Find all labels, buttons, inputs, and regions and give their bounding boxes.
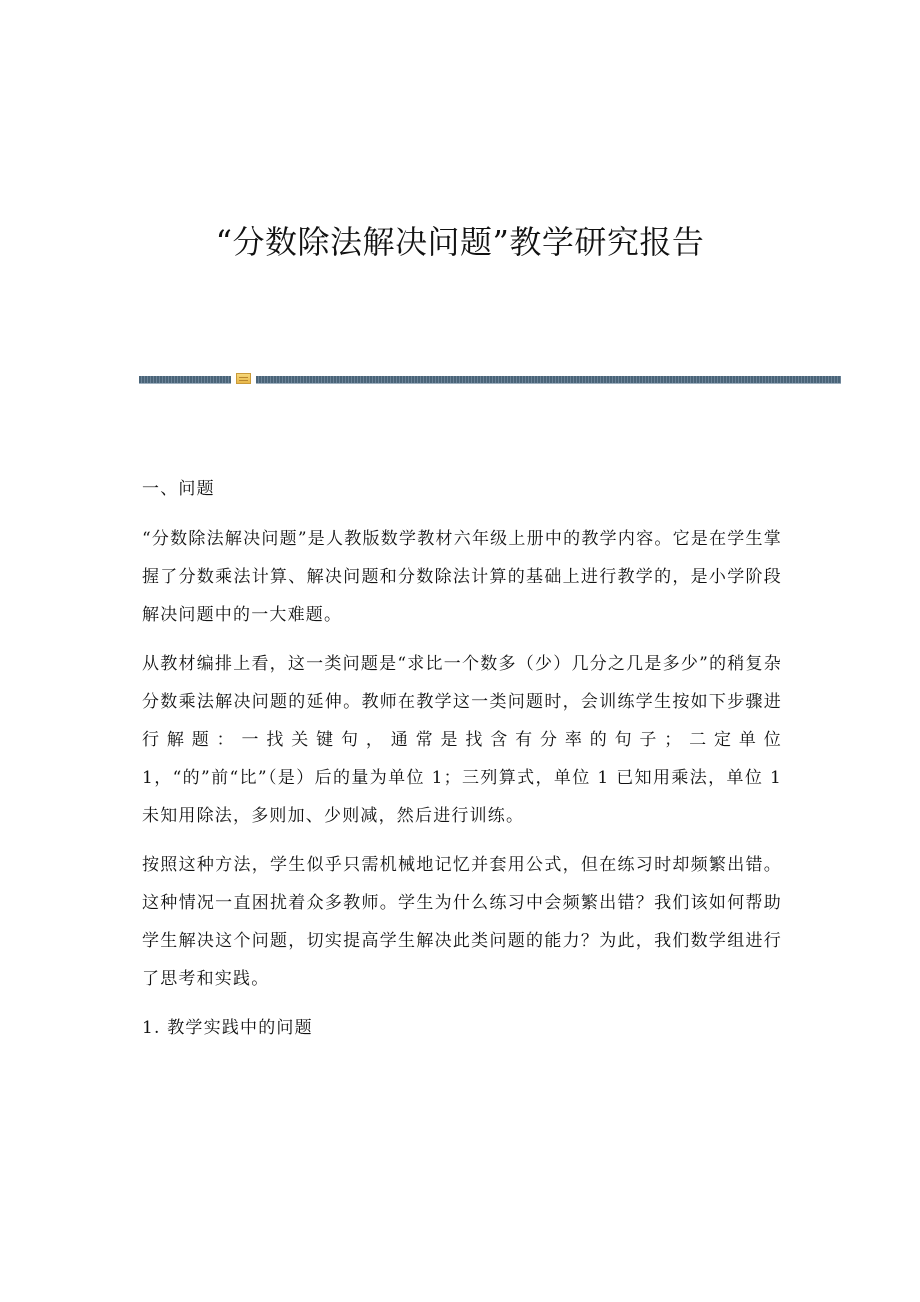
title-divider	[139, 373, 841, 384]
divider-ornament-icon	[236, 373, 251, 384]
paragraph-2: 从教材编排上看，这一类问题是“求比一个数多（少）几分之几是多少”的稍复杂分数乘法解决问题的延伸。教师在教学这一类问题时，会训练学生按如下步骤进行解题：一找关键句，通常是找含有分率的句子；二定单位 1，“的”前“比”（是）后的量为单位 1；三列算式，单位 1 已知用乘法，单位 1 未知用除法，多则加、少则减，然后进行训练。	[142, 654, 782, 826]
subsection-heading: 1. 教学实践中的问题	[142, 1018, 313, 1038]
document-body	[142, 470, 782, 1059]
section-heading: 一、问题	[142, 479, 215, 499]
paragraph-1: “分数除法解决问题”是人教版数学教材六年级上册中的教学内容。它是在学生掌握了分数乘法计算、解决问题和分数除法计算的基础上进行教学的，是小学阶段解决问题中的一大难题。	[142, 529, 782, 625]
paragraph-3: 按照这种方法，学生似乎只需机械地记忆并套用公式，但在练习时却频繁出错。这种情况一直困扰着众多教师。学生为什么练习中会频繁出错？我们该如何帮助学生解决这个问题，切实提高学生解决此类问题的能力？为此，我们数学组进行了思考和实践。	[142, 855, 782, 989]
divider-bar-right	[256, 376, 841, 383]
divider-bar-left	[139, 376, 231, 383]
document-title: “分数除法解决问题”教学研究报告	[215, 223, 705, 261]
